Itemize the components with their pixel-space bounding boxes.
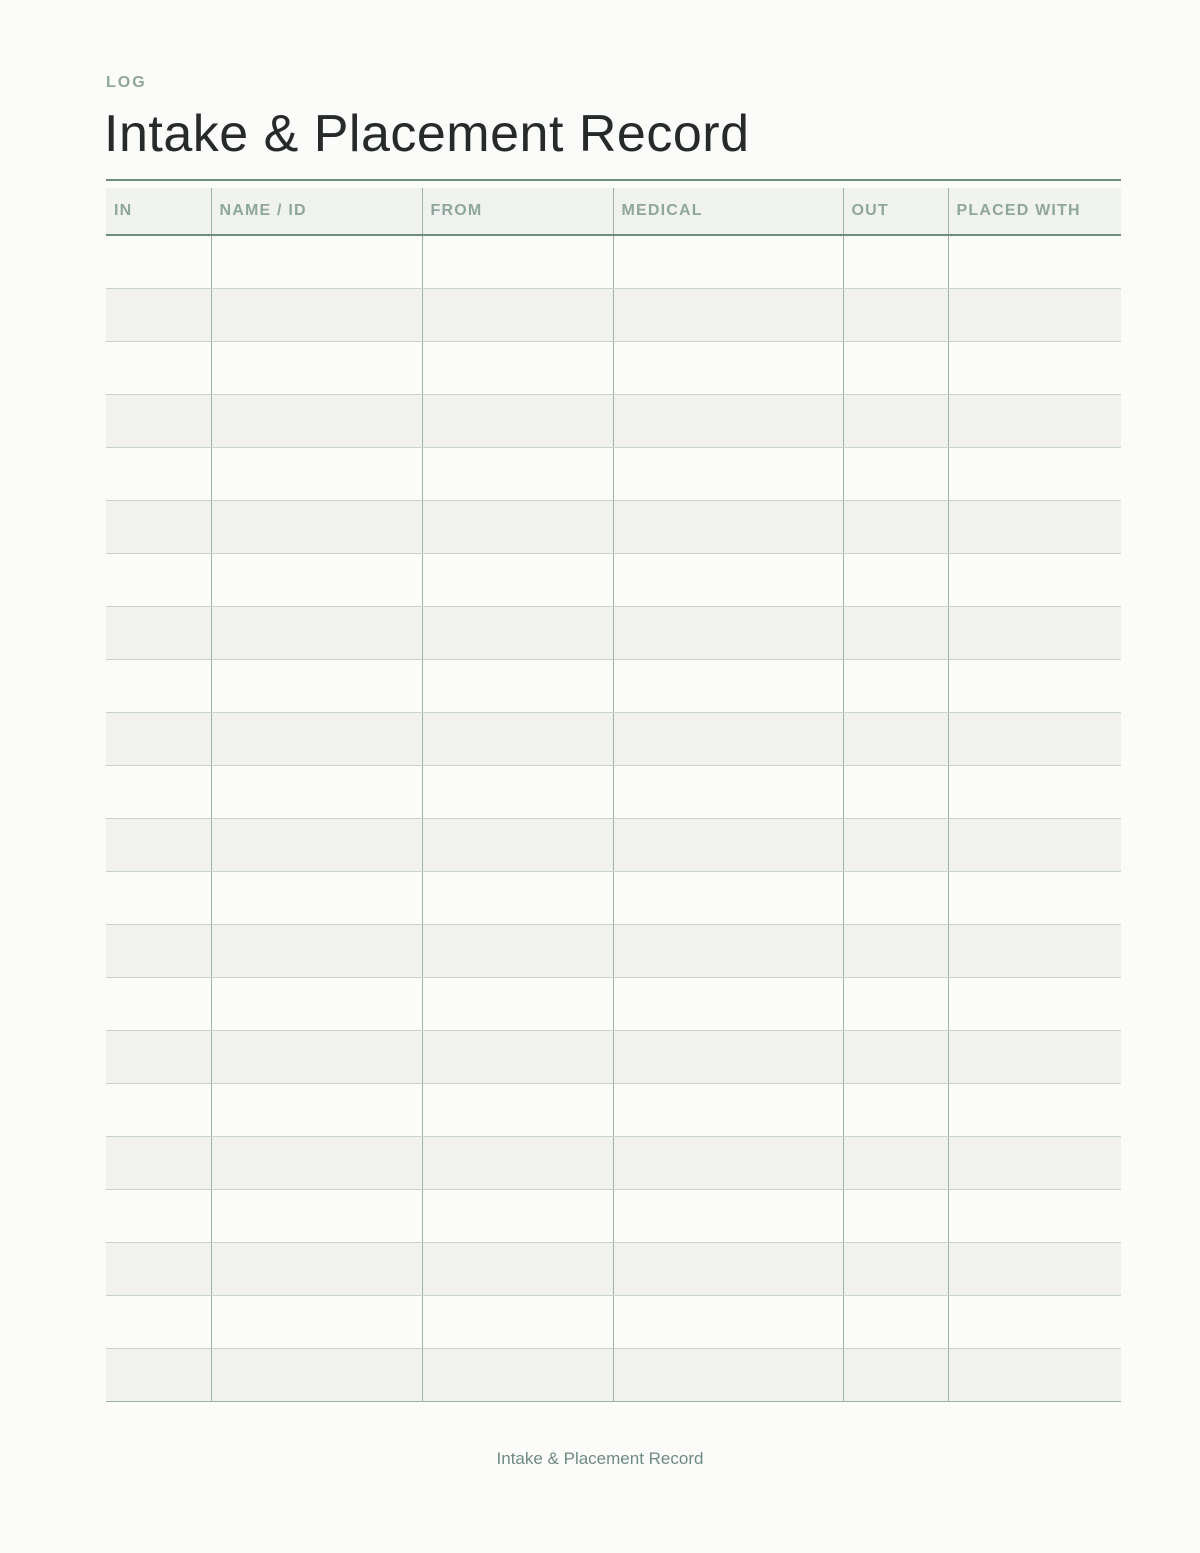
cell-in[interactable] [106,395,211,448]
cell-out[interactable] [843,925,948,978]
column-header-in: IN [106,188,211,235]
page-footer: Intake & Placement Record [496,1449,704,1468]
cell-out[interactable] [843,607,948,660]
cell-placed-with[interactable] [948,660,1121,713]
cell-in[interactable] [106,607,211,660]
cell-name-id[interactable] [211,925,422,978]
cell-from[interactable] [422,660,613,713]
cell-from[interactable] [422,713,613,766]
cell-name-id[interactable] [211,713,422,766]
cell-placed-with[interactable] [948,607,1121,660]
cell-medical[interactable] [613,713,843,766]
cell-out[interactable] [843,872,948,925]
cell-medical[interactable] [613,1296,843,1349]
cell-in[interactable] [106,713,211,766]
cell-placed-with[interactable] [948,1349,1121,1402]
cell-from[interactable] [422,554,613,607]
cell-from[interactable] [422,607,613,660]
cell-medical[interactable] [613,395,843,448]
table-row [106,501,1121,554]
cell-out[interactable] [843,978,948,1031]
cell-name-id[interactable] [211,1349,422,1402]
cell-in[interactable] [106,1084,211,1137]
cell-in[interactable] [106,1349,211,1402]
cell-from[interactable] [422,501,613,554]
cell-in[interactable] [106,819,211,872]
cell-out[interactable] [843,342,948,395]
cell-medical[interactable] [613,501,843,554]
cell-in[interactable] [106,1190,211,1243]
table-row [106,872,1121,925]
cell-name-id[interactable] [211,342,422,395]
cell-medical[interactable] [613,1137,843,1190]
cell-out[interactable] [843,1296,948,1349]
cell-in[interactable] [106,342,211,395]
cell-name-id[interactable] [211,766,422,819]
table-row [106,448,1121,501]
cell-in[interactable] [106,501,211,554]
cell-name-id[interactable] [211,395,422,448]
cell-medical[interactable] [613,925,843,978]
cell-out[interactable] [843,1031,948,1084]
cell-out[interactable] [843,766,948,819]
cell-in[interactable] [106,1243,211,1296]
cell-placed-with[interactable] [948,872,1121,925]
cell-name-id[interactable] [211,289,422,342]
cell-out[interactable] [843,289,948,342]
cell-medical[interactable] [613,1031,843,1084]
table-row [106,1031,1121,1084]
cell-out[interactable] [843,395,948,448]
cell-medical[interactable] [613,1243,843,1296]
cell-in[interactable] [106,978,211,1031]
cell-placed-with[interactable] [948,395,1121,448]
column-header-name-id: NAME / ID [211,188,422,235]
page-title: Intake & Placement Record [104,105,750,163]
cell-in[interactable] [106,1031,211,1084]
cell-name-id[interactable] [211,1031,422,1084]
cell-placed-with[interactable] [948,766,1121,819]
table-header-row [106,188,1121,235]
table-row [106,978,1121,1031]
cell-from[interactable] [422,766,613,819]
cell-out[interactable] [843,1084,948,1137]
cell-name-id[interactable] [211,660,422,713]
table-row [106,342,1121,395]
cell-name-id[interactable] [211,1296,422,1349]
column-header-medical: MEDICAL [613,188,843,235]
cell-name-id[interactable] [211,554,422,607]
cell-in[interactable] [106,1137,211,1190]
cell-medical[interactable] [613,235,843,289]
column-header-placed-with: PLACED WITH [948,188,1121,235]
table-row [106,1349,1121,1402]
table-row [106,1137,1121,1190]
title-divider [106,179,1121,181]
cell-out[interactable] [843,501,948,554]
cell-medical[interactable] [613,607,843,660]
cell-placed-with[interactable] [948,554,1121,607]
cell-name-id[interactable] [211,872,422,925]
cell-from[interactable] [422,1031,613,1084]
cell-name-id[interactable] [211,607,422,660]
cell-medical[interactable] [613,448,843,501]
cell-out[interactable] [843,1349,948,1402]
cell-from[interactable] [422,1296,613,1349]
cell-name-id[interactable] [211,1190,422,1243]
cell-in[interactable] [106,1296,211,1349]
cell-name-id[interactable] [211,1243,422,1296]
column-header-from: FROM [422,188,613,235]
cell-medical[interactable] [613,1349,843,1402]
cell-from[interactable] [422,1190,613,1243]
cell-from[interactable] [422,342,613,395]
cell-medical[interactable] [613,1190,843,1243]
cell-out[interactable] [843,713,948,766]
cell-from[interactable] [422,448,613,501]
cell-placed-with[interactable] [948,1243,1121,1296]
cell-placed-with[interactable] [948,1084,1121,1137]
cell-medical[interactable] [613,342,843,395]
cell-from[interactable] [422,925,613,978]
cell-in[interactable] [106,766,211,819]
cell-name-id[interactable] [211,235,422,289]
cell-placed-with[interactable] [948,1190,1121,1243]
cell-medical[interactable] [613,872,843,925]
cell-from[interactable] [422,1243,613,1296]
cell-name-id[interactable] [211,1137,422,1190]
cell-medical[interactable] [613,978,843,1031]
table-row [106,554,1121,607]
cell-in[interactable] [106,448,211,501]
table-row [106,1243,1121,1296]
cell-from[interactable] [422,1349,613,1402]
cell-out[interactable] [843,660,948,713]
cell-from[interactable] [422,978,613,1031]
cell-placed-with[interactable] [948,1296,1121,1349]
table-body [106,235,1121,1402]
table-row [106,925,1121,978]
cell-in[interactable] [106,289,211,342]
table-row [106,660,1121,713]
cell-name-id[interactable] [211,448,422,501]
table-row [106,819,1121,872]
page-eyebrow: LOG [106,74,147,91]
cell-placed-with[interactable] [948,1137,1121,1190]
cell-out[interactable] [843,1137,948,1190]
cell-out[interactable] [843,235,948,289]
cell-from[interactable] [422,289,613,342]
table-row [106,766,1121,819]
cell-placed-with[interactable] [948,713,1121,766]
cell-medical[interactable] [613,554,843,607]
cell-from[interactable] [422,872,613,925]
table-row [106,235,1121,289]
cell-in[interactable] [106,235,211,289]
cell-placed-with[interactable] [948,342,1121,395]
cell-from[interactable] [422,235,613,289]
cell-medical[interactable] [613,660,843,713]
cell-name-id[interactable] [211,978,422,1031]
cell-out[interactable] [843,1190,948,1243]
cell-from[interactable] [422,819,613,872]
cell-name-id[interactable] [211,501,422,554]
cell-placed-with[interactable] [948,448,1121,501]
cell-placed-with[interactable] [948,501,1121,554]
cell-from[interactable] [422,1137,613,1190]
cell-placed-with[interactable] [948,1031,1121,1084]
column-header-out: OUT [843,188,948,235]
cell-out[interactable] [843,554,948,607]
cell-from[interactable] [422,1084,613,1137]
cell-placed-with[interactable] [948,235,1121,289]
table-row [106,1296,1121,1349]
cell-medical[interactable] [613,289,843,342]
cell-in[interactable] [106,872,211,925]
cell-medical[interactable] [613,766,843,819]
table-row [106,395,1121,448]
cell-name-id[interactable] [211,1084,422,1137]
cell-name-id[interactable] [211,819,422,872]
table-row [106,607,1121,660]
cell-medical[interactable] [613,1084,843,1137]
cell-out[interactable] [843,448,948,501]
table-row [106,289,1121,342]
cell-placed-with[interactable] [948,978,1121,1031]
table-row [106,1084,1121,1137]
intake-log-table [106,188,1121,1402]
cell-placed-with[interactable] [948,925,1121,978]
cell-out[interactable] [843,1243,948,1296]
cell-medical[interactable] [613,819,843,872]
table-row [106,1190,1121,1243]
cell-in[interactable] [106,925,211,978]
cell-from[interactable] [422,395,613,448]
cell-placed-with[interactable] [948,289,1121,342]
cell-in[interactable] [106,554,211,607]
cell-out[interactable] [843,819,948,872]
cell-in[interactable] [106,660,211,713]
cell-placed-with[interactable] [948,819,1121,872]
table-row [106,713,1121,766]
